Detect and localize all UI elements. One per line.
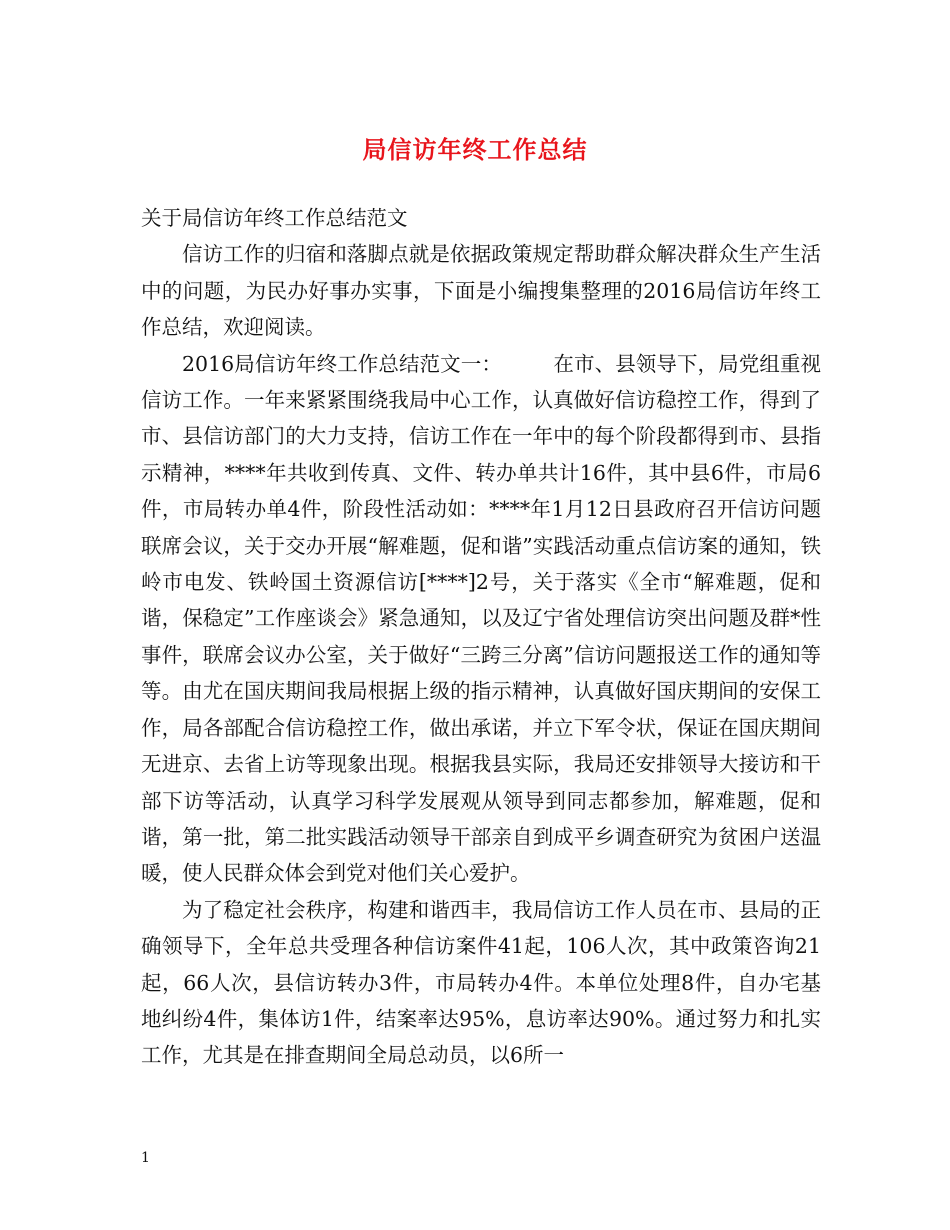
document-body xyxy=(141,200,821,1074)
document-subtitle: 关于局信访年终工作总结范文 xyxy=(141,206,408,230)
paragraph-1: 信访工作的归宿和落脚点就是依据政策规定帮助群众解决群众生产生活中的问题，为民办好事办实事，下面是小编搜集整理的2016局信访年终工作总结，欢迎阅读。 xyxy=(141,242,821,340)
document-title: 局信访年终工作总结 xyxy=(362,136,588,164)
paragraph-2: 2016局信访年终工作总结范文一： 在市、县领导下，局党组重视信访工作。一年来紧紧围绕我局中心工作，认真做好信访稳控工作，得到了市、县信访部门的大力支持，信访工作在一年中的每个阶段都得到市、县指示精神，****年共收到传真、文件、转办单共计16件，其中县6件，市局6件，市局转办单4件，阶段性活动如：****年1月12日县政府召开信访问题联席会议，关于交办开展“解难题，促和谐”实践活动重点信访案的通知，铁岭市电发、铁岭国土资源信访[****]2号，关于落实《全市“解难题，促和谐，保稳定”工作座谈会》紧急通知，以及辽宁省处理信访突出问题及群*性事件，联席会议办公室，关于做好“三跨三分离”信访问题报送工作的通知等等。由尤在国庆期间我局根据上级的指示精神，认真做好国庆期间的安保工作，局各部配合信访稳控工作，做出承诺，并立下军令状，保证在国庆期间无进京、去省上访等现象出现。根据我县实际，我局还安排领导大接访和干部下访等活动，认真学习科学发展观从领导到同志都参加，解难题，促和谐，第一批，第二批实践活动领导干部亲自到成平乡调查研究为贫困户送温暖，使人民群众体会到党对他们关心爱护。 xyxy=(141,351,821,886)
paragraph-3: 为了稳定社会秩序，构建和谐西丰，我局信访工作人员在市、县局的正确领导下，全年总共受理各种信访案件41起，106人次，其中政策咨询21起，66人次，县信访转办3件，市局转办4件。本单位处理8件，自办宅基地纠纷4件，集体访1件，结案率达95%，息访率达90%。通过努力和扎实工作，尤其是在排查期间全局总动员，以6所一 xyxy=(141,897,821,1068)
page-number: 1 xyxy=(141,1150,150,1166)
